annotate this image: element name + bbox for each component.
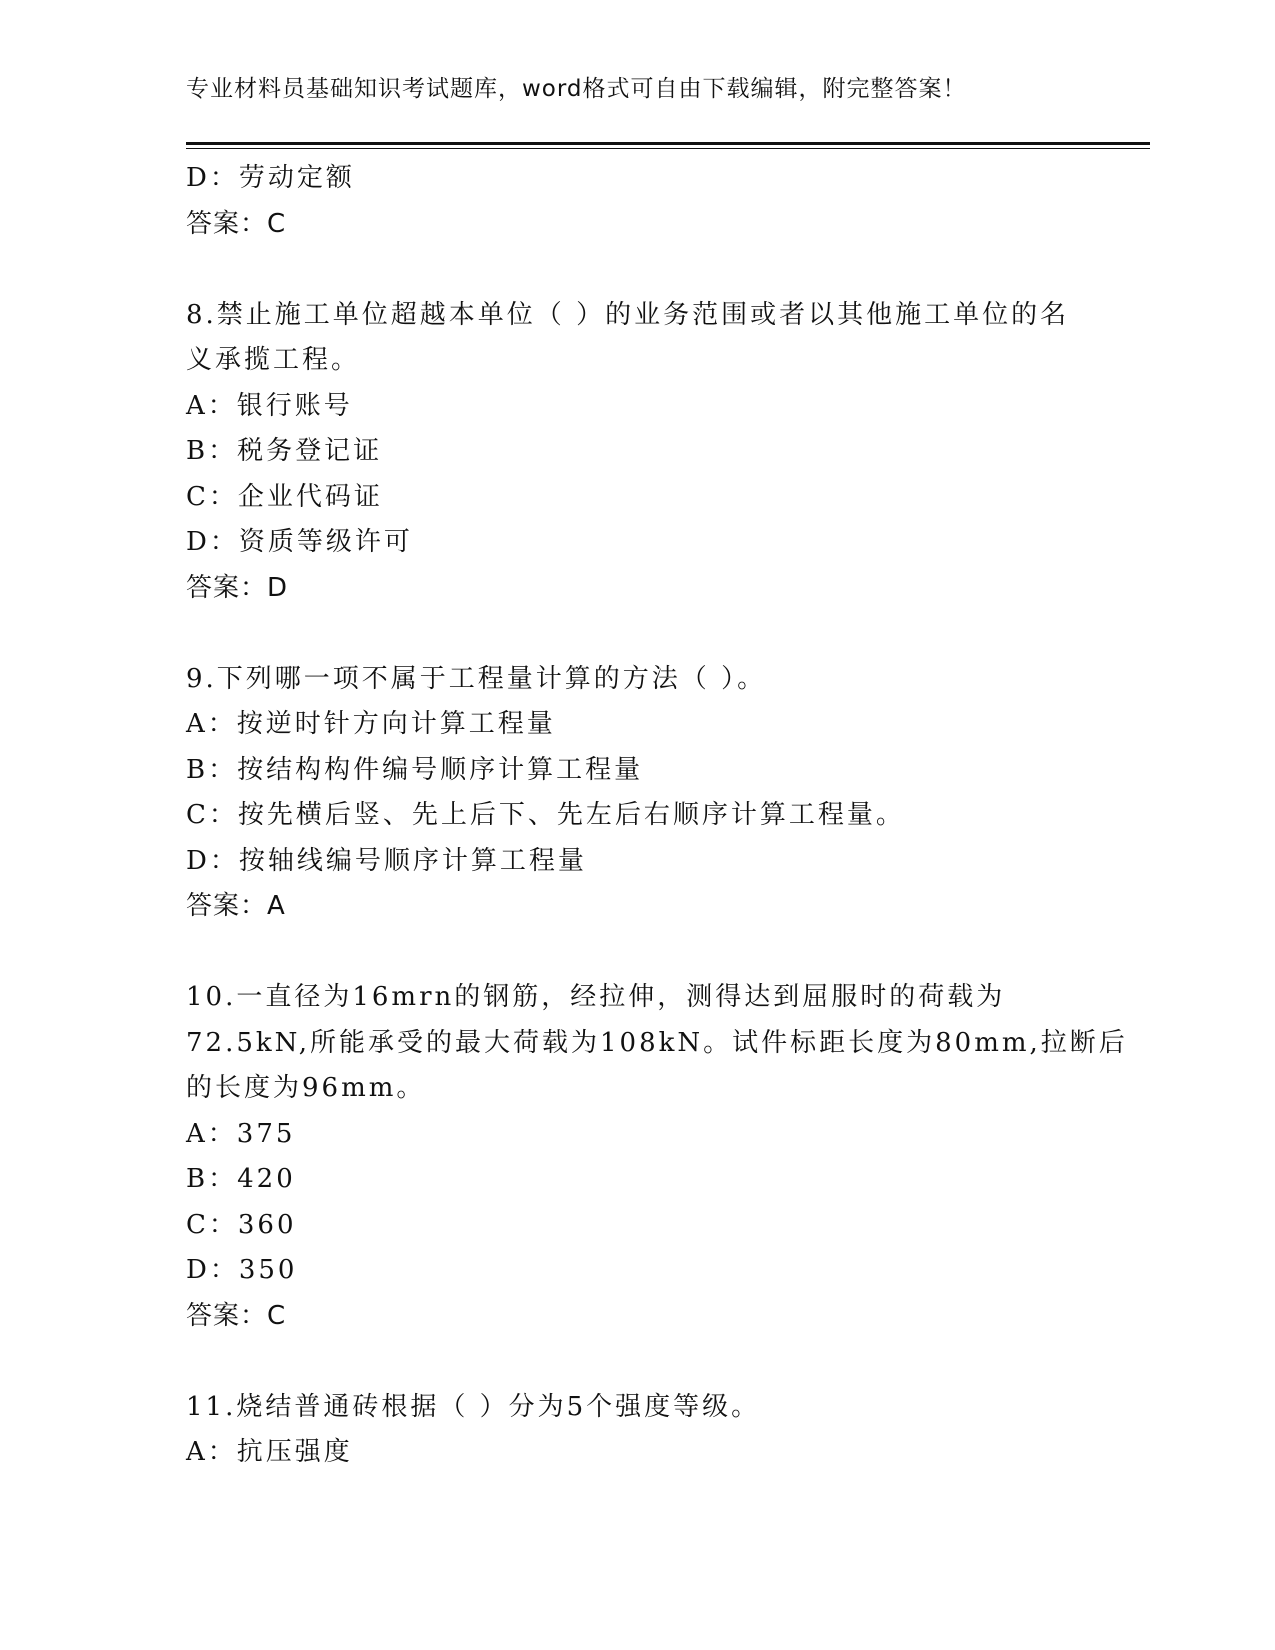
q8-option-b: B：税务登记证 (186, 436, 383, 466)
q9-option-a: A：按逆时针方向计算工程量 (186, 709, 556, 739)
q10-stem-line3: 的长度为96mm。 (186, 1073, 426, 1103)
q11-stem: 11.烧结普通砖根据（ ）分为5个强度等级。 (186, 1391, 761, 1422)
q9-option-c: C：按先横后竖、先上后下、先左后右顺序计算工程量。 (186, 800, 905, 830)
spacer (186, 611, 1086, 657)
q8-option-a: A：银行账号 (186, 390, 353, 421)
header-rule-thick (186, 142, 1150, 145)
q9-answer: 答案：A (186, 891, 286, 921)
q8-stem-line1: 8.禁止施工单位超越本单位（ ）的业务范围或者以其他施工单位的名 (186, 299, 1070, 330)
spacer (186, 247, 1086, 293)
page-header: 专业材料员基础知识考试题库，word格式可自由下载编辑，附完整答案！ (186, 76, 967, 102)
prev-option-d: D：劳动定额 (186, 163, 355, 193)
q10-option-c: C：360 (186, 1209, 297, 1240)
q10-option-b: B：420 (186, 1164, 296, 1194)
q8-option-d: D：资质等级许可 (186, 527, 413, 557)
q9-option-b: B：按结构构件编号顺序计算工程量 (186, 754, 644, 785)
q10-option-a: A：375 (186, 1118, 296, 1149)
header-rule-thin (186, 148, 1150, 149)
q9-option-d: D：按轴线编号顺序计算工程量 (186, 845, 587, 876)
spacer (186, 1339, 1086, 1385)
q8-option-c: C：企业代码证 (186, 481, 383, 512)
question-content (186, 156, 1128, 1476)
q11-option-a: A：抗压强度 (186, 1437, 353, 1467)
q9-stem: 9.下列哪一项不属于工程量计算的方法（ ）。 (186, 663, 767, 694)
q10-stem-line2: 72.5kN,所能承受的最大荷载为108kN。试件标距长度为80mm,拉断后 (186, 1027, 1128, 1058)
q8-stem-line2: 义承揽工程。 (186, 345, 361, 375)
q8-answer: 答案：D (186, 572, 289, 603)
spacer (186, 930, 1086, 976)
prev-answer: 答案：C (186, 208, 287, 239)
q10-answer: 答案：C (186, 1300, 287, 1331)
q10-option-d: D：350 (186, 1255, 298, 1285)
q10-stem-line1: 10.一直径为16mrn的钢筋，经拉伸，测得达到屈服时的荷载为 (186, 982, 1006, 1012)
